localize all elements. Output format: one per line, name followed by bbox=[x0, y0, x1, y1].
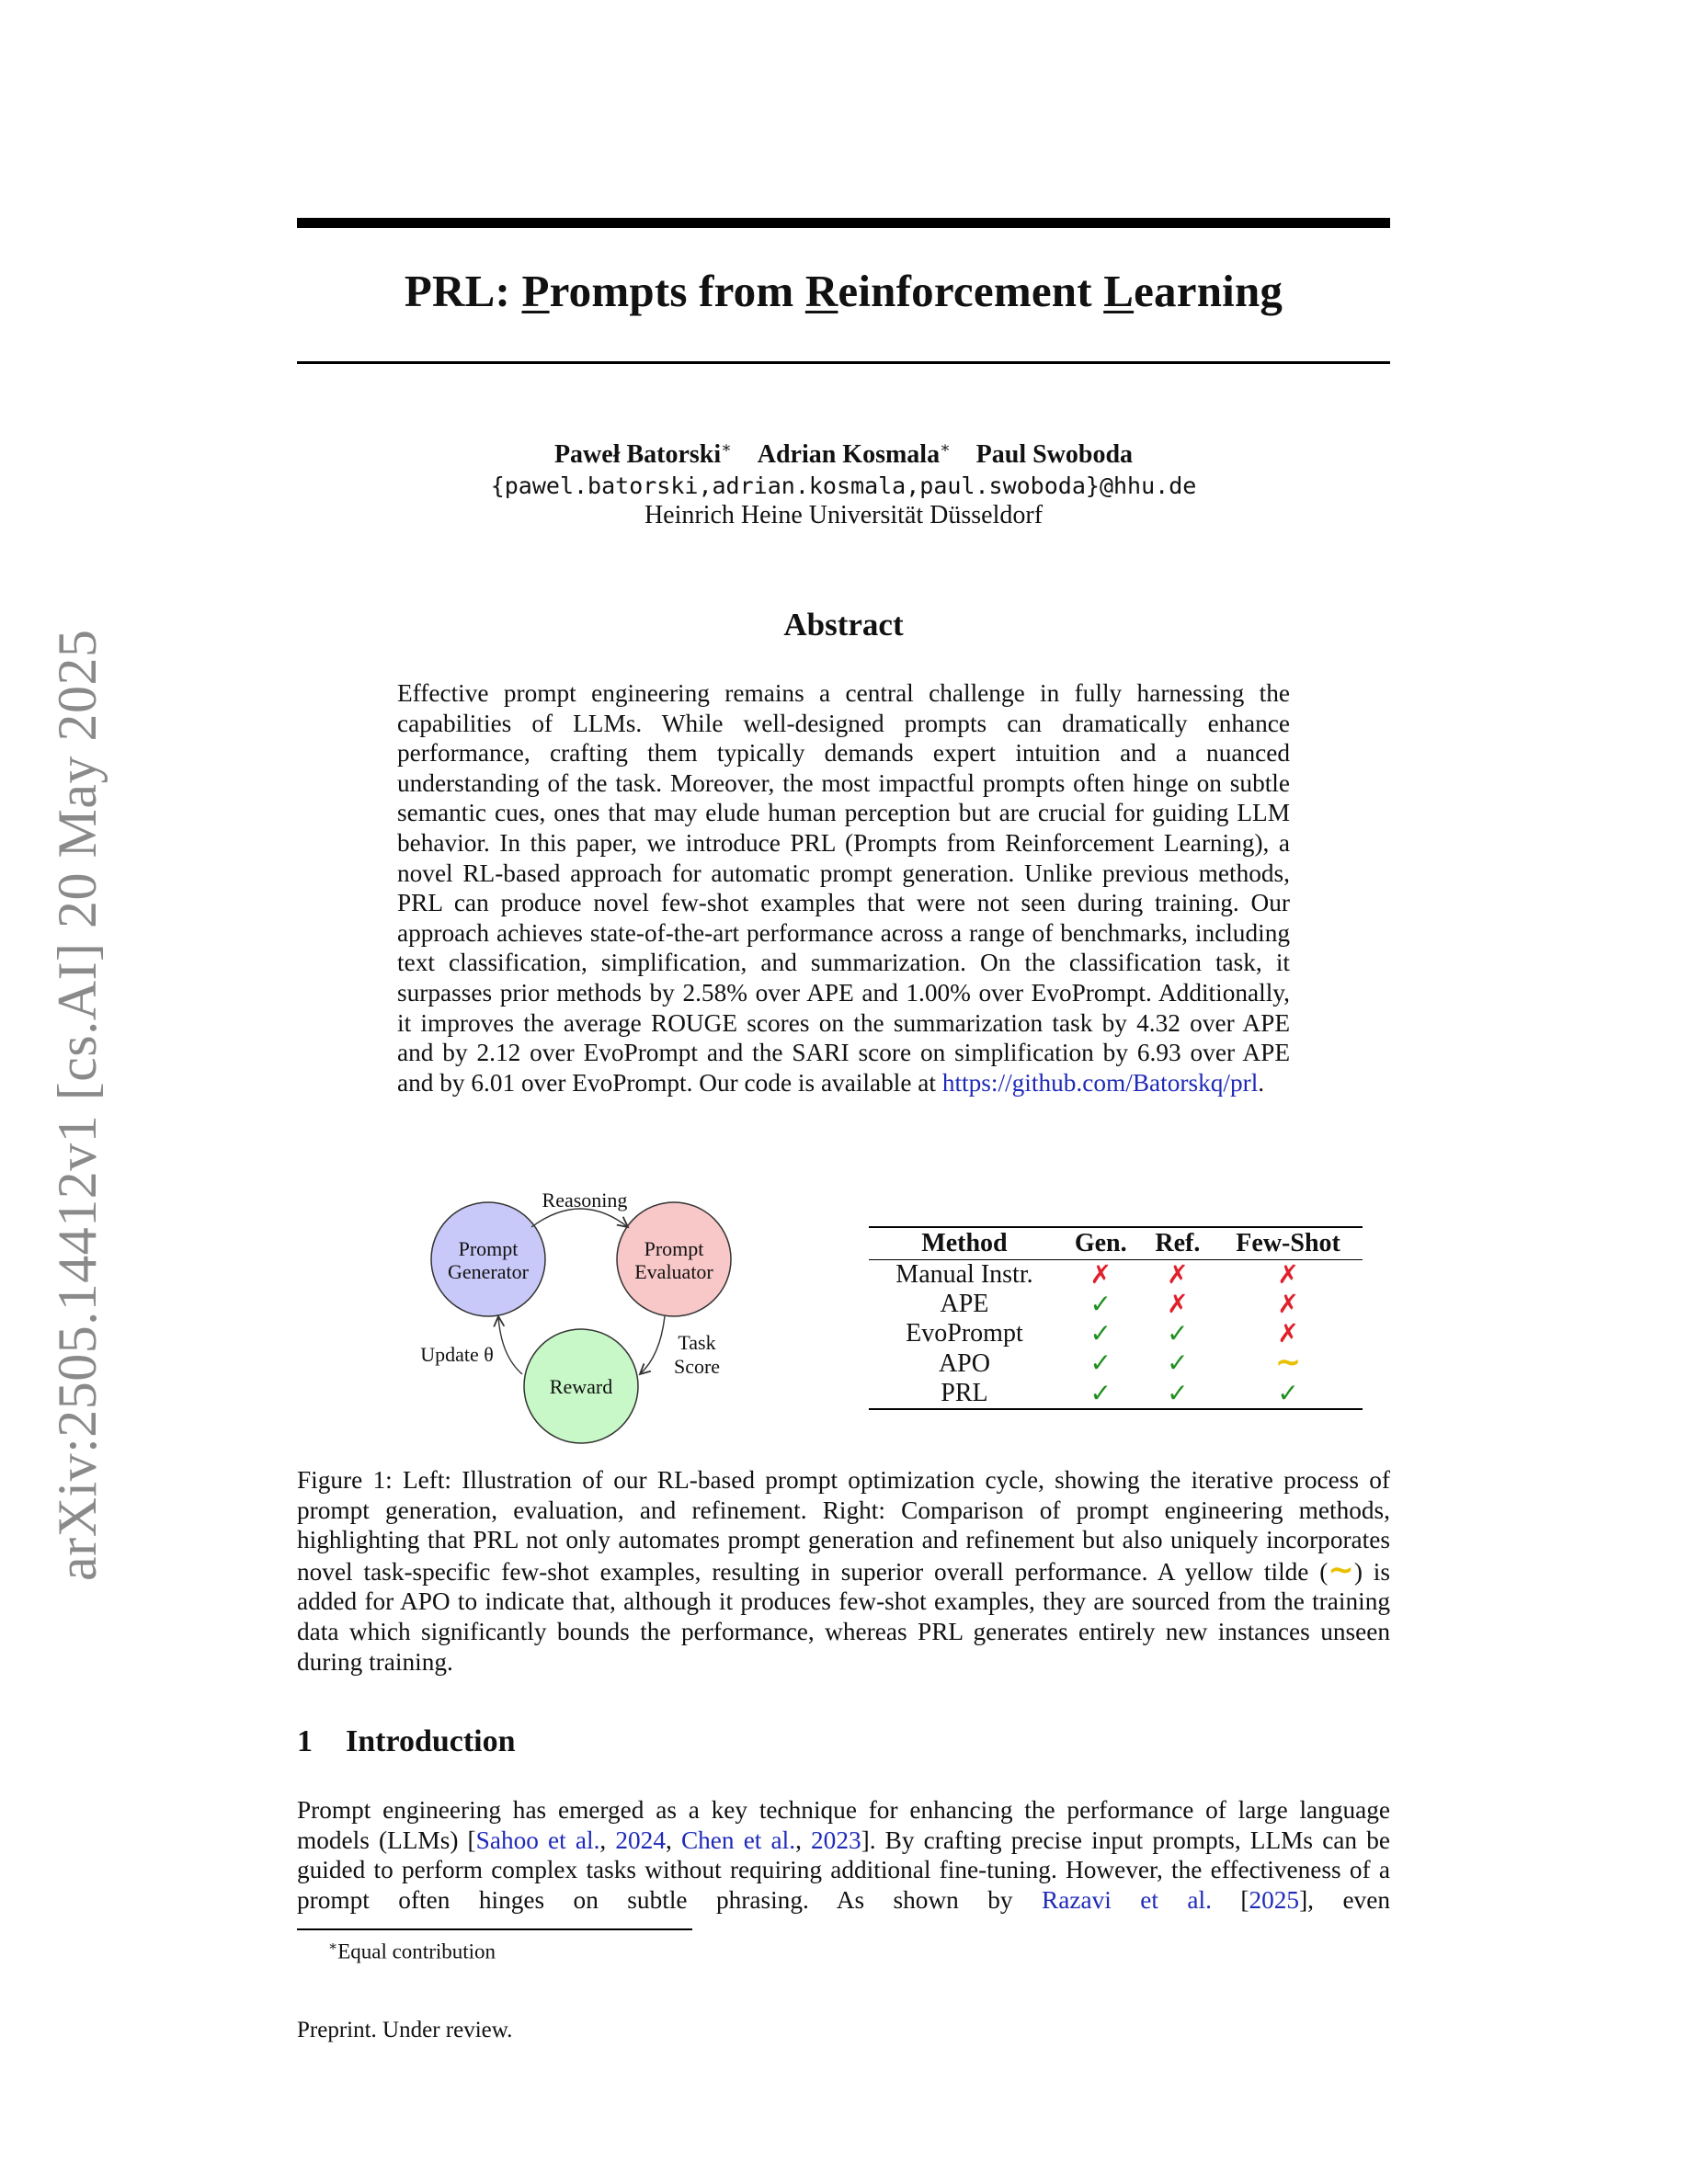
check-icon: ✓ bbox=[1089, 1288, 1112, 1319]
check-icon: ✓ bbox=[1277, 1377, 1299, 1408]
figure-caption bbox=[297, 1465, 1390, 1677]
method-name: APO bbox=[938, 1348, 990, 1378]
header-gen: Gen. bbox=[1060, 1227, 1142, 1260]
intro-sep: , bbox=[795, 1826, 812, 1854]
footnote-rule bbox=[297, 1928, 692, 1930]
preprint-note: Preprint. Under review. bbox=[297, 2018, 513, 2042]
check-icon: ✓ bbox=[1167, 1317, 1189, 1348]
intro-sep: , bbox=[665, 1826, 681, 1854]
title-segment: einforcement bbox=[838, 266, 1104, 316]
rl-cycle-diagram bbox=[405, 1186, 754, 1452]
intro-text: ], even bbox=[1299, 1885, 1390, 1914]
method-name: APE bbox=[940, 1290, 989, 1318]
arxiv-identifier: arXiv:2505.14412v1 [cs.AI] 20 May 2025 bbox=[47, 629, 108, 1581]
table-row bbox=[869, 1290, 1363, 1319]
title-segment: PRL: bbox=[404, 266, 522, 316]
method-name: Manual Instr. bbox=[895, 1260, 1033, 1289]
title-initial: L bbox=[1103, 266, 1135, 316]
cross-icon: ✗ bbox=[1277, 1258, 1299, 1290]
evaluator-label-1: Prompt bbox=[644, 1237, 704, 1260]
feature-cell bbox=[1060, 1290, 1142, 1319]
feature-cell bbox=[1060, 1379, 1142, 1409]
footnote-mark: ∗ bbox=[328, 1939, 338, 1954]
intro-sep: , bbox=[599, 1826, 616, 1854]
citation-link[interactable]: Sahoo et al. bbox=[475, 1826, 600, 1854]
footnote-text: Equal contribution bbox=[337, 1939, 496, 1963]
section-number: 1 bbox=[297, 1724, 313, 1758]
method-name: EvoPrompt bbox=[906, 1319, 1023, 1348]
feature-cell bbox=[1060, 1319, 1142, 1348]
feature-cell bbox=[1214, 1344, 1363, 1381]
author-emails: {pawel.batorski,adrian.kosmala,paul.swoboda}@hhu.de bbox=[490, 472, 1197, 499]
cross-icon: ✗ bbox=[1167, 1258, 1189, 1290]
citation-link[interactable]: Razavi et al. bbox=[1042, 1885, 1212, 1914]
author-name-text: Paweł Batorski bbox=[553, 440, 722, 470]
table-row bbox=[869, 1260, 1363, 1291]
intro-text: ]. By crafting precise input prompts, LLMs can be guided to perform complex tasks without requiring additional fine-tuning. However, the effectiveness of a prompt often hinges on subtle phrasing. As shown by bbox=[297, 1826, 1390, 1914]
title-rule-bottom bbox=[297, 361, 1390, 364]
tilde-icon: ∼ bbox=[1328, 1551, 1354, 1588]
feature-cell bbox=[1214, 1290, 1363, 1319]
title-rule-top bbox=[297, 218, 1390, 228]
check-icon: ✓ bbox=[1089, 1348, 1112, 1378]
header-method: Method bbox=[869, 1227, 1060, 1260]
cross-icon: ✗ bbox=[1277, 1288, 1299, 1319]
table-row bbox=[869, 1348, 1363, 1379]
cross-icon: ✗ bbox=[1167, 1288, 1189, 1319]
feature-cell bbox=[1214, 1379, 1363, 1409]
table-header-row bbox=[869, 1227, 1363, 1260]
code-link[interactable]: https://github.com/Batorskq/prl bbox=[941, 1068, 1259, 1097]
feature-cell bbox=[1060, 1348, 1142, 1379]
table-row bbox=[869, 1379, 1363, 1409]
author-name-text: Adrian Kosmala bbox=[757, 440, 941, 470]
header-few-shot: Few-Shot bbox=[1214, 1227, 1363, 1260]
reward-label: Reward bbox=[549, 1375, 613, 1398]
caption-text-b: ) is added for APO to indicate that, although it produces few-shot examples, they are sourced from the training data which significantly bounds the performance, whereas PRL generates entirely new instances unseen during training. bbox=[297, 1557, 1390, 1676]
update-label: Update θ bbox=[420, 1343, 494, 1366]
task-label-2: Score bbox=[673, 1355, 721, 1378]
author-name bbox=[976, 440, 1133, 469]
feature-cell bbox=[1214, 1260, 1363, 1291]
abstract-body bbox=[397, 678, 1290, 1098]
citation-link[interactable]: 2025 bbox=[1249, 1885, 1300, 1914]
citation-link[interactable]: 2024 bbox=[615, 1826, 666, 1854]
footnote bbox=[328, 1938, 496, 1964]
reasoning-label: Reasoning bbox=[542, 1189, 628, 1211]
feature-cell bbox=[1142, 1260, 1215, 1291]
check-icon: ✓ bbox=[1167, 1348, 1189, 1378]
feature-cell bbox=[1142, 1379, 1215, 1409]
title-initial: P bbox=[521, 266, 550, 316]
author-affiliation: Heinrich Heine Universität Düsseldorf bbox=[644, 501, 1044, 529]
cross-icon: ✗ bbox=[1277, 1317, 1299, 1348]
method-name: PRL bbox=[941, 1379, 988, 1407]
tilde-icon: ∼ bbox=[1274, 1344, 1302, 1381]
paper-title bbox=[297, 265, 1390, 317]
evaluator-label-2: Evaluator bbox=[634, 1260, 713, 1283]
intro-text: Prompt engineering has emerged as a key technique for enhancing the performance of large language models (LLMs) [ bbox=[297, 1796, 1390, 1854]
introduction-paragraph bbox=[297, 1795, 1390, 1915]
abstract-heading: Abstract bbox=[783, 607, 904, 643]
method-comparison-table bbox=[869, 1226, 1363, 1410]
reasoning-arrow bbox=[531, 1209, 628, 1227]
author-name bbox=[758, 440, 951, 469]
check-icon: ✓ bbox=[1167, 1377, 1189, 1408]
author-list bbox=[297, 439, 1390, 470]
equal-contribution-mark: ∗ bbox=[721, 439, 732, 457]
feature-cell bbox=[1142, 1319, 1215, 1348]
abstract-end: . bbox=[1258, 1068, 1265, 1097]
title-segment: rompts from bbox=[549, 266, 805, 316]
section-title: Introduction bbox=[346, 1724, 516, 1758]
intro-text: [ bbox=[1211, 1885, 1249, 1914]
caption-text-a: Figure 1: Left: Illustration of our RL-based prompt optimization cycle, showing the iterative process of prompt generation, evaluation, and refinement. Right: Comparison of prompt engineering methods, highlighting that PRL not only automates prompt generation and refinement but also uniquely incorporates novel task-specific few-shot examples, resulting in superior overall performance. A yellow tilde ( bbox=[297, 1466, 1390, 1586]
title-segment: earning bbox=[1134, 266, 1283, 316]
feature-cell bbox=[1142, 1290, 1215, 1319]
citation-link[interactable]: 2023 bbox=[811, 1826, 861, 1854]
author-name bbox=[554, 440, 732, 469]
generator-label-1: Prompt bbox=[458, 1237, 519, 1260]
cross-icon: ✗ bbox=[1089, 1258, 1112, 1290]
check-icon: ✓ bbox=[1089, 1317, 1112, 1348]
update-arrow bbox=[498, 1316, 522, 1374]
feature-cell bbox=[1060, 1260, 1142, 1291]
check-icon: ✓ bbox=[1089, 1377, 1112, 1408]
task-label-1: Task bbox=[678, 1331, 716, 1354]
generator-label-2: Generator bbox=[448, 1260, 529, 1283]
abstract-text: Effective prompt engineering remains a central challenge in fully harnessing the capabilities of LLMs. While well-designed prompts can dramatically enhance performance, crafting them typically demands expert intuition and a nuanced understanding of the task. Moreover, the most impactful prompts often hinge on subtle semantic cues, ones that may elude human perception but are crucial for guiding LLM behavior. In this paper, we introduce PRL (Prompts from Reinforcement Learning), a novel RL-based approach for automatic prompt generation. Unlike previous methods, PRL can produce novel few-shot examples that were not seen during training. Our approach achieves state-of-the-art performance across a range of benchmarks, including text classification, simplification, and summarization. On the classification task, it surpasses prior methods by 2.58% over APE and 1.00% over EvoPrompt. Additionally, it improves the average ROUGE scores on the summarization task by 4.32 over APE and by 2.12 over EvoPrompt and the SARI score on simplification by 6.93 over APE and by 6.01 over EvoPrompt. Our code is available at bbox=[397, 679, 1290, 1097]
task-score-arrow bbox=[640, 1316, 665, 1374]
title-initial: R bbox=[804, 266, 838, 316]
header-ref: Ref. bbox=[1142, 1227, 1215, 1260]
citation-link[interactable]: Chen et al. bbox=[680, 1826, 796, 1854]
author-name-text: Paul Swoboda bbox=[975, 440, 1134, 470]
equal-contribution-mark: ∗ bbox=[940, 439, 951, 457]
feature-cell bbox=[1142, 1348, 1215, 1379]
